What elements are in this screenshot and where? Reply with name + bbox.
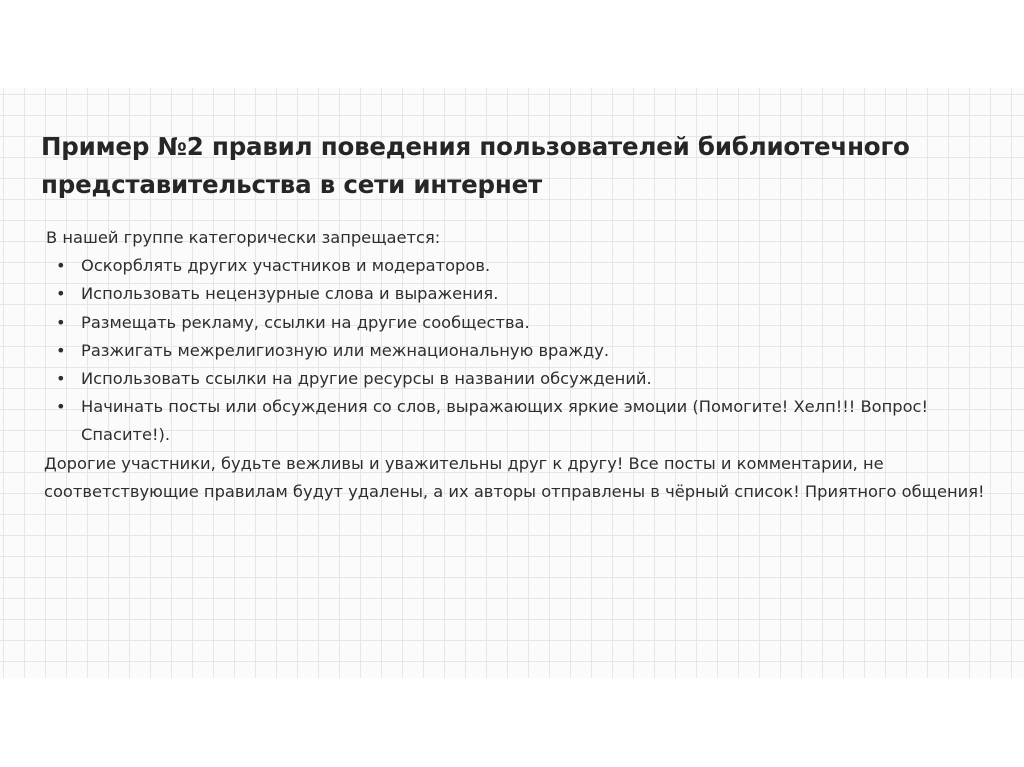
rule-text: Оскорблять других участников и модераторов.: [81, 256, 491, 276]
bullet-icon: •: [56, 340, 66, 360]
closing-text: Дорогие участники, будьте вежливы и уважительны друг к другу! Все посты и комментарии, не соответствующие правилам будут удалены, а их авторы отправлены в чёрный список! Приятного общения!: [44, 453, 985, 501]
bullet-icon: •: [56, 284, 66, 304]
rule-text: Разжигать межрелигиозную или межнациональную вражду.: [81, 340, 610, 360]
rule-item: [56, 280, 994, 308]
rules-intro: В нашей группе категорически запрещается:: [46, 228, 441, 247]
rules-list: [44, 252, 994, 449]
rule-item: [56, 337, 994, 365]
bullet-icon: •: [56, 312, 66, 332]
rule-text: Использовать нецензурные слова и выражения.: [81, 284, 499, 304]
slide-title: Пример №2 правил поведения пользователей библиотечного представительства в сети интернет: [41, 132, 910, 199]
rule-text: Размещать рекламу, ссылки на другие сообщества.: [81, 312, 530, 332]
rule-item: [56, 393, 994, 449]
rule-item: [56, 309, 994, 337]
rule-text: Начинать посты или обсуждения со слов, выражающих яркие эмоции (Помогите! Хелп!!! Вопрос! Спасите!).: [81, 397, 929, 445]
bullet-icon: •: [56, 256, 66, 276]
rule-text: Использовать ссылки на другие ресурсы в названии обсуждений.: [81, 369, 652, 389]
rule-item: [56, 252, 994, 280]
rule-item: [56, 365, 994, 393]
slide: [0, 88, 1024, 678]
bullet-icon: •: [56, 397, 66, 417]
slide-body: [44, 224, 994, 506]
bullet-icon: •: [56, 369, 66, 389]
